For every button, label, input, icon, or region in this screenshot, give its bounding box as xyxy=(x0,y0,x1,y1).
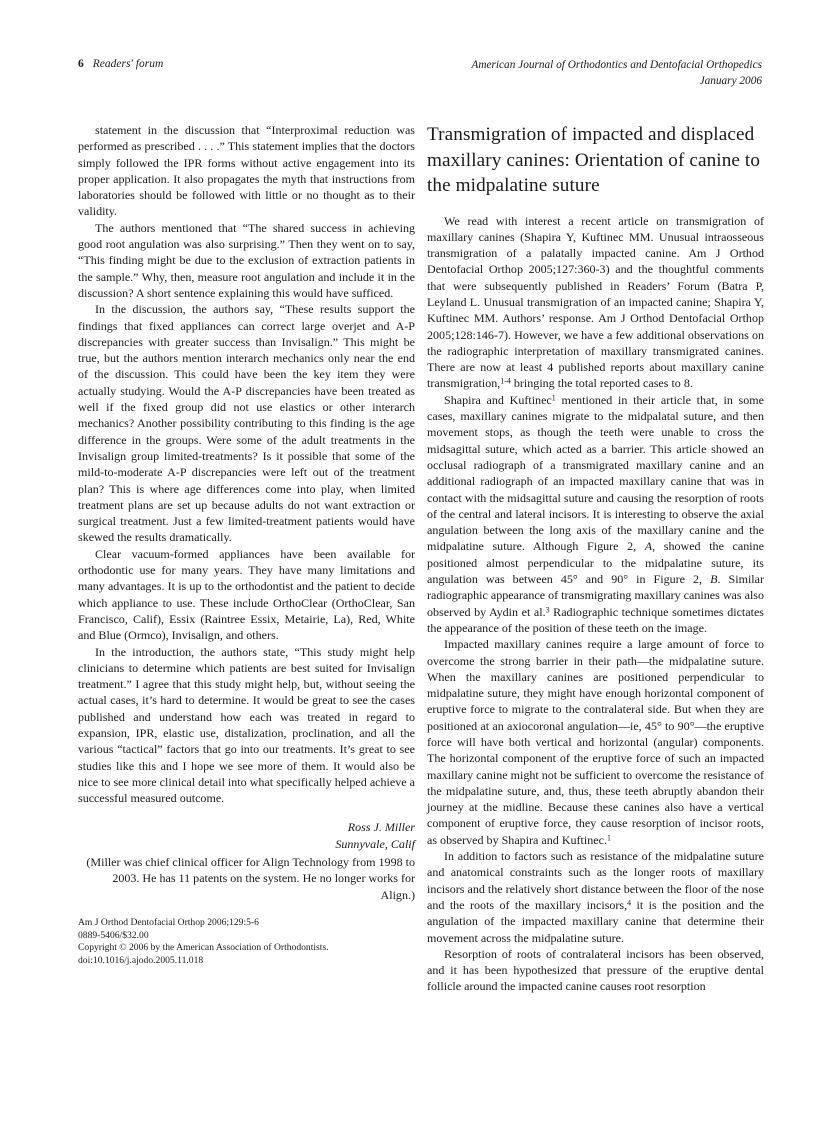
running-head-right xyxy=(471,58,762,89)
journal-name: American Journal of Orthodontics and Dentofacial Orthopedics xyxy=(471,59,762,71)
reference-marker: 3 xyxy=(545,605,550,615)
citation-reference: Am J Orthod Dentofacial Orthop 2006;129:5-6 xyxy=(78,916,259,928)
signature-author: Ross J. Miller xyxy=(347,820,415,835)
figure-part-label: A xyxy=(644,539,653,554)
reference-marker: 1 xyxy=(551,393,556,403)
figure-part-label: B xyxy=(710,572,718,587)
paragraph: We read with interest a recent article on transmigration of maxillary canines (Shapira Y, Kuftinec MM. Unusual intraosseous transmigration of a palatally impacted canine. Am J Orthod Dentofacial Orthop 2005;127:360-3) and the thoughtful comments that were subsequently published in Readers’ Forum (Batra P, Leyland L. Unusual transmigration of an impacted canine; Shapira Y, Kuftinec MM. Authors’ response. Am J Orthod Dentofacial Orthop 2005;128:146-7). However, we have a few additional observations on the radiographic interpretation of maxillary transmigrated canines. There are now at least 4 published reports about maxillary canine transmigration,$^{1-4}$ bringing the total reported cases to 8. xyxy=(427,213,764,391)
page-number: 6 xyxy=(78,58,84,70)
running-head xyxy=(78,58,762,98)
paragraph: Shapira and Kuftinec$^1$ mentioned in their article that, in some cases, maxillary canines migrate to the midpalatal suture, and then movement stops, as though the teeth were unable to cross the midsagittal suture, which acted as a barrier. This article showed an occlusal radiograph of a transmigrated maxillary canine and an additional radiograph of an impacted maxillary canine that was in contact with the midsagittal suture and causing the resorption of roots of the central and lateral incisors. It is interesting to observe the axial angulation between the long axis of the maxillary canine and the midpalatine suture. Although Figure 2, A, showed the canine positioned almost perpendicular to the midpalatine suture, its angulation was between 45° and 90° in Figure 2, B. Similar radiographic appearance of transmigrating maxillary canines was also observed by Aydin et al.$^3$ Radiographic technique sometimes dictates the appearance of the position of these teeth on the image. xyxy=(427,392,764,635)
paragraph: In the introduction, the authors state, “This study might help clinicians to determine which patients are best suited for Invisalign treatment.” I agree that this study might help, but, without seeing the actual cases, it’s hard to determine. It would be great to see the cases published and understand how each was treated in regard to expansion, IPR, elastic use, distalization, proclination, and all the various “tactical” factors that go into our treatments. It’s great to see studies like this and I hope we see more of them. It would also be nice to see more clinical detail into what specifically helped achieve a successful measured outcome. xyxy=(78,644,415,806)
left-column xyxy=(78,122,415,967)
citation-issn: 0889-5406/$32.00 xyxy=(78,929,149,941)
signature-block xyxy=(78,819,415,852)
letter-body-left xyxy=(78,122,415,806)
letter-body-right xyxy=(427,213,764,995)
paragraph: statement in the discussion that “Interproximal reduction was performed as prescribed . . . .” This statement implies that the doctors simply followed the IPR forms without active engagement into its proper application. It also propagates the myth that instructions from laboratories should be followed with little or no thought as to their validity. xyxy=(78,123,415,219)
citation-footer xyxy=(78,917,415,967)
reference-marker: 1-4 xyxy=(500,377,511,387)
right-column xyxy=(427,122,764,995)
signature-location: Sunnyvale, Calif xyxy=(335,836,415,851)
article-title: Transmigration of impacted and displaced maxillary canines: Orientation of canine to the midpalatine suture xyxy=(427,124,761,196)
paragraph: Resorption of roots of contralateral incisors has been observed, and it has been hypothesized that pressure of the eruptive dental follicle around the impacted canine causes root resorption xyxy=(427,946,764,994)
citation-doi: doi:10.1016/j.ajodo.2005.11.018 xyxy=(78,954,204,966)
section-label: Readers' forum xyxy=(92,58,164,70)
citation-copyright: Copyright © 2006 by the American Association of Orthodontists. xyxy=(78,942,329,954)
reference-marker: 4 xyxy=(627,898,632,908)
issue-date: January 2006 xyxy=(699,74,762,87)
paragraph: In addition to factors such as resistance of the midpalatine suture and anatomical constraints such as the longer roots of maxillary incisors and the relatively short distance between the floor of the nose and the roots of the maxillary incisors,$^4$ it is the position and the angulation of the impacted maxillary canine that determine their movement across the midpalatine suture. xyxy=(427,849,764,945)
paragraph: In the discussion, the authors say, “These results support the findings that fixed appliances can correct large overjet and A-P discrepancies with greater success than Invisalign.” This might be true, but the authors mention interarch mechanics only near the end of the discussion. This could have been the key item they were actually studying. Would the A-P discrepancies have been treated as well if the fixed group did not use elastics or other interarch mechanics? Another possibility contributing to this finding is the age difference in the groups. Were some of the adult treatments in the Invisalign group limited-treatments? Is it possible that some of the mild-to-moderate A-P discrepancies were left out of the treatment plan? This is where age differences come into play, when limited treatment plans are set up because adults do not want extraction or surgical treatment. Just a few limited-treatment patients would have skewed the results dramatically. xyxy=(78,302,415,545)
paragraph: The authors mentioned that “The shared success in achieving good root angulation was also surprising.” Then they went on to say, “This finding might be due to the exclusion of extraction patients in the sample.” Why, then, measure root angulation and include it in the discussion? A short sentence explaining this would have sufficed. xyxy=(78,220,415,300)
reference-marker: 1 xyxy=(606,833,611,843)
paragraph: Clear vacuum-formed appliances have been available for orthodontic use for many years. They have many limitations and many advantages. It is up to the orthodontist and the patient to decide which appliance to use. These include OrthoClear (OrthoClear, San Francisco, Calif), Essix (Raintree Essix, Metairie, La), Red, White and Blue (Ormco), Invisalign, and others. xyxy=(78,546,415,643)
paragraph: Impacted maxillary canines require a large amount of force to overcome the strong barrier in their path—the midpalatine suture. When the maxillary canines are positioned perpendicular to midpalatine suture, they might have enough horizontal component of eruptive force to migrate to the contralateral side. But when they are positioned at an axiocoronal angulation—ie, 45° to 90°—the eruptive force will have both vertical and horizontal (angular) components. The horizontal component of the eruptive force of such an impacted maxillary canine might not be sufficient to overcome the resistance of the midpalatine suture, and, thus, these teeth abruptly abandon their journey at the midline. Because these canines also have a vertical component of eruptive force, they cause resorption of incisor roots, as observed by Shapira and Kuftinec.$^1$ xyxy=(427,637,764,847)
running-head-left xyxy=(78,58,163,70)
disclosure-note: (Miller was chief clinical officer for Align Technology from 1998 to 2003. He has 11 patents on the system. He no longer works for Align.) xyxy=(86,855,415,902)
